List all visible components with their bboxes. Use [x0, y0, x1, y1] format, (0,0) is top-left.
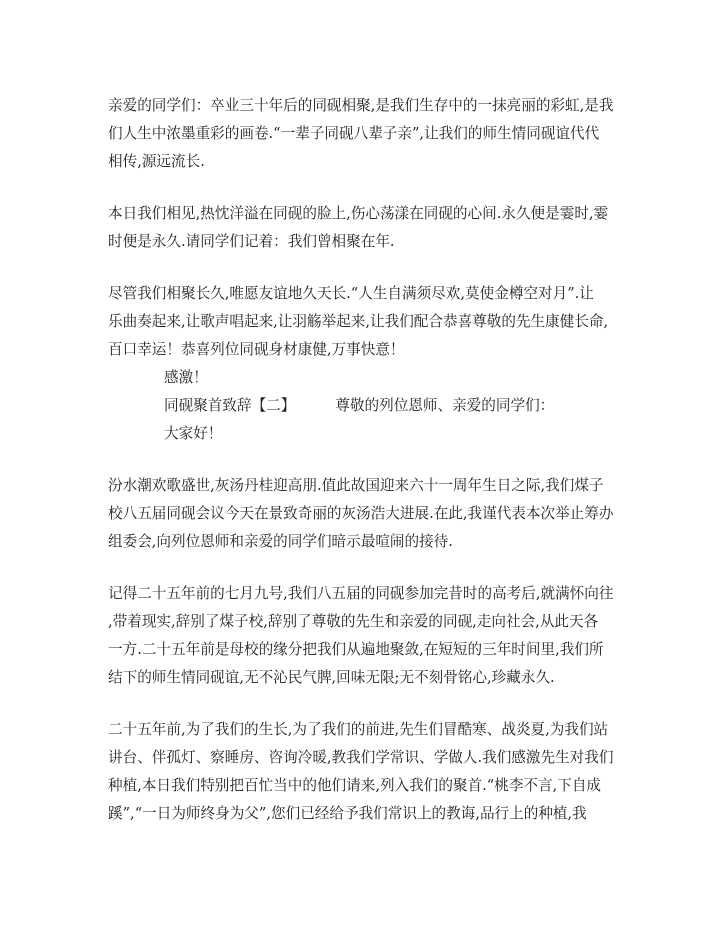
- text-line: 亲爱的同学们：卒业三十年后的同砚相聚,是我们生存中的一抹亮丽的彩虹,是我: [108, 97, 614, 114]
- paragraph-welcome: [108, 472, 628, 556]
- paragraph-teachers: [108, 716, 628, 828]
- document-page: [108, 92, 628, 852]
- text-line: 尽管我们相聚长久,唯愿友谊地久天长.“人生自满须尽欢,莫使金樽空对月”.让: [108, 285, 594, 302]
- text-line: 结下的师生情同砚谊,无不沁民气脾,回味无限;无不刻骨铭心,珍藏永久.: [108, 669, 555, 686]
- text-line: ,带着现实,辞别了煤子校,辞别了尊敬的先生和亲爱的同砚,走向社会,从此天各: [108, 613, 599, 630]
- text-line: 二十五年前,为了我们的生长,为了我们的前进,先生们冒酷寒、战炎夏,为我们站: [108, 721, 609, 738]
- text-line: 记得二十五年前的七月九号,我们八五届的同砚参加完昔时的高考后,就满怀向往: [108, 585, 614, 602]
- text-line: 汾水潮欢歌盛世,灰汤丹桂迎高朋.值此故国迎来六十一周年生日之际,我们煤子: [108, 477, 604, 494]
- speech-title: 同砚聚首致辞【二】: [164, 397, 296, 414]
- text-line: 蹊”,“一日为师终身为父”,您们已经给予我们常识上的教诲,品行上的种植,我: [108, 805, 587, 822]
- text-line: 们人生中浓墨重彩的画卷.“一辈子同砚八辈子亲”,让我们的师生情同砚谊代代: [108, 125, 600, 142]
- speech-title-line: [108, 392, 628, 420]
- paragraph-blessing: [108, 280, 628, 364]
- text-line: 种植,本日我们特别把百忙当中的他们请来,列入我们的聚首.“桃李不言,下自成: [108, 777, 602, 794]
- thanks-line: 感激！: [164, 369, 208, 386]
- salutation: 尊敬的列位恩师、亲爱的同学们：: [335, 397, 555, 414]
- text-line: 相传,源远流长.: [108, 153, 205, 170]
- text-line: 校八五届同砚会议今天在景致奇丽的灰汤浩大进展.在此,我谨代表本次举止筹办: [108, 505, 614, 522]
- text-line: 乐曲奏起来,让歌声唱起来,让羽觞举起来,让我们配合恭喜尊敬的先生康健长命,: [108, 313, 609, 330]
- paragraph-opening: [108, 92, 628, 176]
- text-line: 组委会,向列位恩师和亲爱的同学们暗示最喧闹的接待.: [108, 533, 453, 550]
- paragraph-meeting: [108, 200, 628, 256]
- text-line: 时便是永久.请同学们记着：我们曾相聚在年.: [108, 233, 395, 250]
- text-line: 本日我们相见,热忱洋溢在同砚的脸上,伤心荡漾在同砚的心间.永久便是霎时,霎: [108, 205, 609, 222]
- text-line: 讲台、伴孤灯、察睡房、咨询冷暖,教我们学常识、学做人.我们感激先生对我们: [108, 749, 614, 766]
- text-line: 一方.二十五年前是母校的缘分把我们从遍地聚敛,在短短的三年时间里,我们所: [108, 641, 604, 658]
- text-line: 百口幸运！恭喜列位同砚身材康健,万事快意！: [108, 341, 405, 358]
- paragraph-memory: [108, 580, 628, 692]
- greeting-line: 大家好！: [164, 425, 223, 442]
- indented-block: [108, 364, 628, 448]
